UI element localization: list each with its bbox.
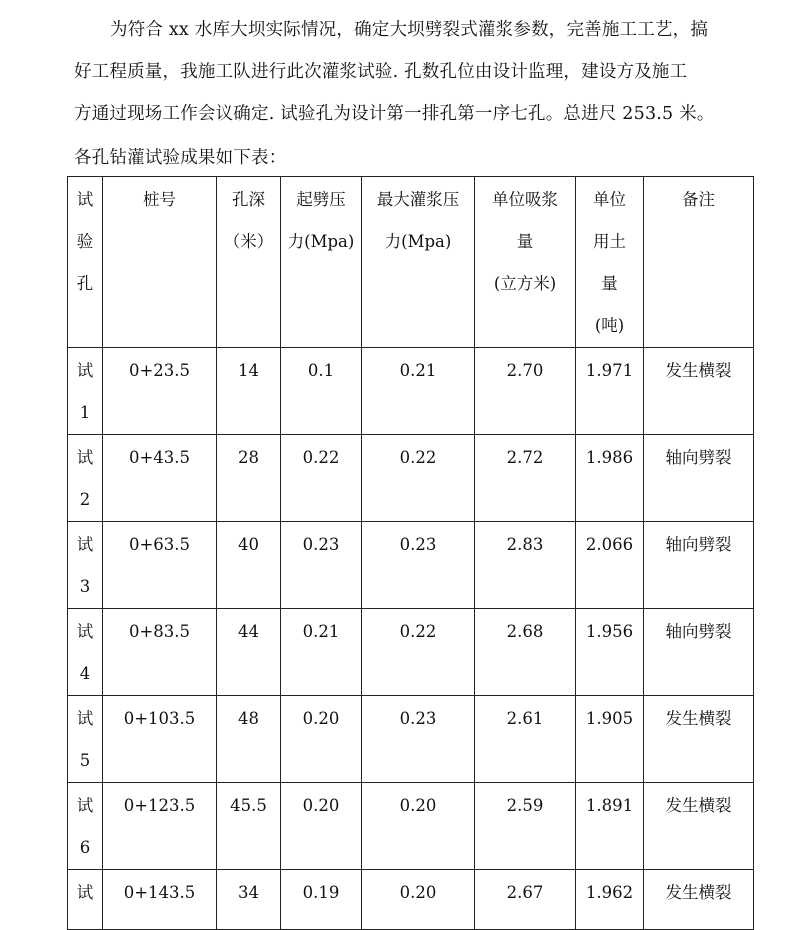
header-test-hole bbox=[68, 177, 103, 348]
cell-depth: 44 bbox=[217, 609, 281, 696]
cell-remark: 发生横裂 bbox=[644, 783, 754, 870]
header-text: (吨) bbox=[594, 316, 625, 335]
cell-depth: 48 bbox=[217, 696, 281, 783]
header-text: （米） bbox=[223, 232, 274, 251]
header-text: (立方米) bbox=[493, 274, 557, 293]
cell-depth: 34 bbox=[217, 870, 281, 930]
table-row bbox=[68, 783, 754, 870]
header-text: 孔 bbox=[76, 274, 94, 293]
cell-grout-uptake: 2.70 bbox=[475, 348, 576, 435]
header-text: 单位吸浆 bbox=[492, 190, 558, 209]
cell-station: 0+23.5 bbox=[103, 348, 217, 435]
cell-hole bbox=[68, 783, 103, 870]
header-text: 量 bbox=[516, 232, 534, 251]
cell-max-pressure: 0.21 bbox=[362, 348, 475, 435]
cell-split-pressure: 0.22 bbox=[281, 435, 362, 522]
cell-grout-uptake: 2.72 bbox=[475, 435, 576, 522]
grouting-results-table bbox=[67, 176, 754, 930]
header-grout-uptake bbox=[475, 177, 576, 348]
header-text: 孔深 bbox=[232, 190, 265, 209]
header-max-pressure bbox=[362, 177, 475, 348]
header-text: 起劈压 bbox=[296, 190, 346, 209]
cell-soil-use: 1.905 bbox=[576, 696, 644, 783]
cell-soil-use: 1.956 bbox=[576, 609, 644, 696]
cell-remark: 发生横裂 bbox=[644, 348, 754, 435]
cell-station: 0+103.5 bbox=[103, 696, 217, 783]
cell-text: 3 bbox=[79, 577, 91, 596]
cell-text: 试 bbox=[76, 361, 94, 380]
cell-max-pressure: 0.22 bbox=[362, 435, 475, 522]
cell-soil-use: 1.971 bbox=[576, 348, 644, 435]
cell-remark: 轴向劈裂 bbox=[644, 435, 754, 522]
header-text: 最大灌浆压 bbox=[376, 190, 460, 209]
cell-grout-uptake: 2.83 bbox=[475, 522, 576, 609]
cell-hole bbox=[68, 522, 103, 609]
cell-split-pressure: 0.20 bbox=[281, 696, 362, 783]
cell-text: 6 bbox=[79, 838, 91, 857]
cell-max-pressure: 0.22 bbox=[362, 609, 475, 696]
cell-hole bbox=[68, 870, 103, 930]
cell-text: 试 bbox=[76, 709, 94, 728]
table-row bbox=[68, 348, 754, 435]
cell-grout-uptake: 2.68 bbox=[475, 609, 576, 696]
header-text: 力(Mpa) bbox=[384, 232, 452, 251]
cell-text: 试 bbox=[76, 796, 94, 815]
header-remark bbox=[644, 177, 754, 348]
cell-split-pressure: 0.21 bbox=[281, 609, 362, 696]
cell-split-pressure: 0.19 bbox=[281, 870, 362, 930]
paragraph-line-4: 各孔钻灌试验成果如下表： bbox=[74, 148, 287, 168]
header-text: 单位 bbox=[593, 190, 626, 209]
cell-grout-uptake: 2.59 bbox=[475, 783, 576, 870]
header-station bbox=[103, 177, 217, 348]
header-text: 桩号 bbox=[143, 190, 176, 209]
header-text: 用土 bbox=[593, 232, 626, 251]
cell-text: 试 bbox=[76, 535, 94, 554]
cell-station: 0+43.5 bbox=[103, 435, 217, 522]
cell-text: 4 bbox=[79, 664, 91, 683]
table-row bbox=[68, 696, 754, 783]
cell-split-pressure: 0.20 bbox=[281, 783, 362, 870]
header-text: 试 bbox=[76, 190, 94, 209]
cell-station: 0+123.5 bbox=[103, 783, 217, 870]
cell-text: 5 bbox=[79, 751, 91, 770]
cell-hole bbox=[68, 609, 103, 696]
cell-station: 0+83.5 bbox=[103, 609, 217, 696]
paragraph-line-2: 好工程质量，我施工队进行此次灌浆试验. 孔数孔位由设计监理，建设方及施工 bbox=[74, 62, 688, 82]
cell-soil-use: 1.986 bbox=[576, 435, 644, 522]
cell-text: 1 bbox=[79, 403, 91, 422]
header-text: 备注 bbox=[682, 190, 715, 209]
cell-max-pressure: 0.23 bbox=[362, 696, 475, 783]
cell-max-pressure: 0.20 bbox=[362, 870, 475, 930]
cell-remark: 轴向劈裂 bbox=[644, 522, 754, 609]
cell-station: 0+63.5 bbox=[103, 522, 217, 609]
cell-grout-uptake: 2.67 bbox=[475, 870, 576, 930]
cell-hole bbox=[68, 696, 103, 783]
cell-max-pressure: 0.23 bbox=[362, 522, 475, 609]
cell-station: 0+143.5 bbox=[103, 870, 217, 930]
table-row bbox=[68, 435, 754, 522]
paragraph-line-1: 为符合 xx 水库大坝实际情况，确定大坝劈裂式灌浆参数，完善施工工艺，搞 bbox=[110, 20, 709, 40]
cell-grout-uptake: 2.61 bbox=[475, 696, 576, 783]
paragraph-line-3: 方通过现场工作会议确定. 试验孔为设计第一排孔第一序七孔。总进尺 253.5 米。 bbox=[74, 104, 715, 124]
cell-text: 试 bbox=[76, 448, 94, 467]
cell-remark: 轴向劈裂 bbox=[644, 609, 754, 696]
cell-soil-use: 2.066 bbox=[576, 522, 644, 609]
cell-hole bbox=[68, 435, 103, 522]
table-row bbox=[68, 522, 754, 609]
cell-depth: 45.5 bbox=[217, 783, 281, 870]
cell-split-pressure: 0.23 bbox=[281, 522, 362, 609]
cell-soil-use: 1.891 bbox=[576, 783, 644, 870]
cell-max-pressure: 0.20 bbox=[362, 783, 475, 870]
cell-remark: 发生横裂 bbox=[644, 870, 754, 930]
cell-depth: 40 bbox=[217, 522, 281, 609]
header-text: 力(Mpa) bbox=[287, 232, 355, 251]
cell-depth: 28 bbox=[217, 435, 281, 522]
table-row bbox=[68, 870, 754, 930]
cell-remark: 发生横裂 bbox=[644, 696, 754, 783]
cell-soil-use: 1.962 bbox=[576, 870, 644, 930]
header-depth bbox=[217, 177, 281, 348]
cell-text: 试 bbox=[76, 883, 94, 902]
header-soil-use bbox=[576, 177, 644, 348]
header-text: 验 bbox=[76, 232, 94, 251]
cell-split-pressure: 0.1 bbox=[281, 348, 362, 435]
cell-text: 2 bbox=[79, 490, 91, 509]
table-row bbox=[68, 609, 754, 696]
cell-depth: 14 bbox=[217, 348, 281, 435]
header-split-pressure bbox=[281, 177, 362, 348]
cell-hole bbox=[68, 348, 103, 435]
header-text: 量 bbox=[601, 274, 618, 293]
cell-text: 试 bbox=[76, 622, 94, 641]
table-header-row bbox=[68, 177, 754, 348]
